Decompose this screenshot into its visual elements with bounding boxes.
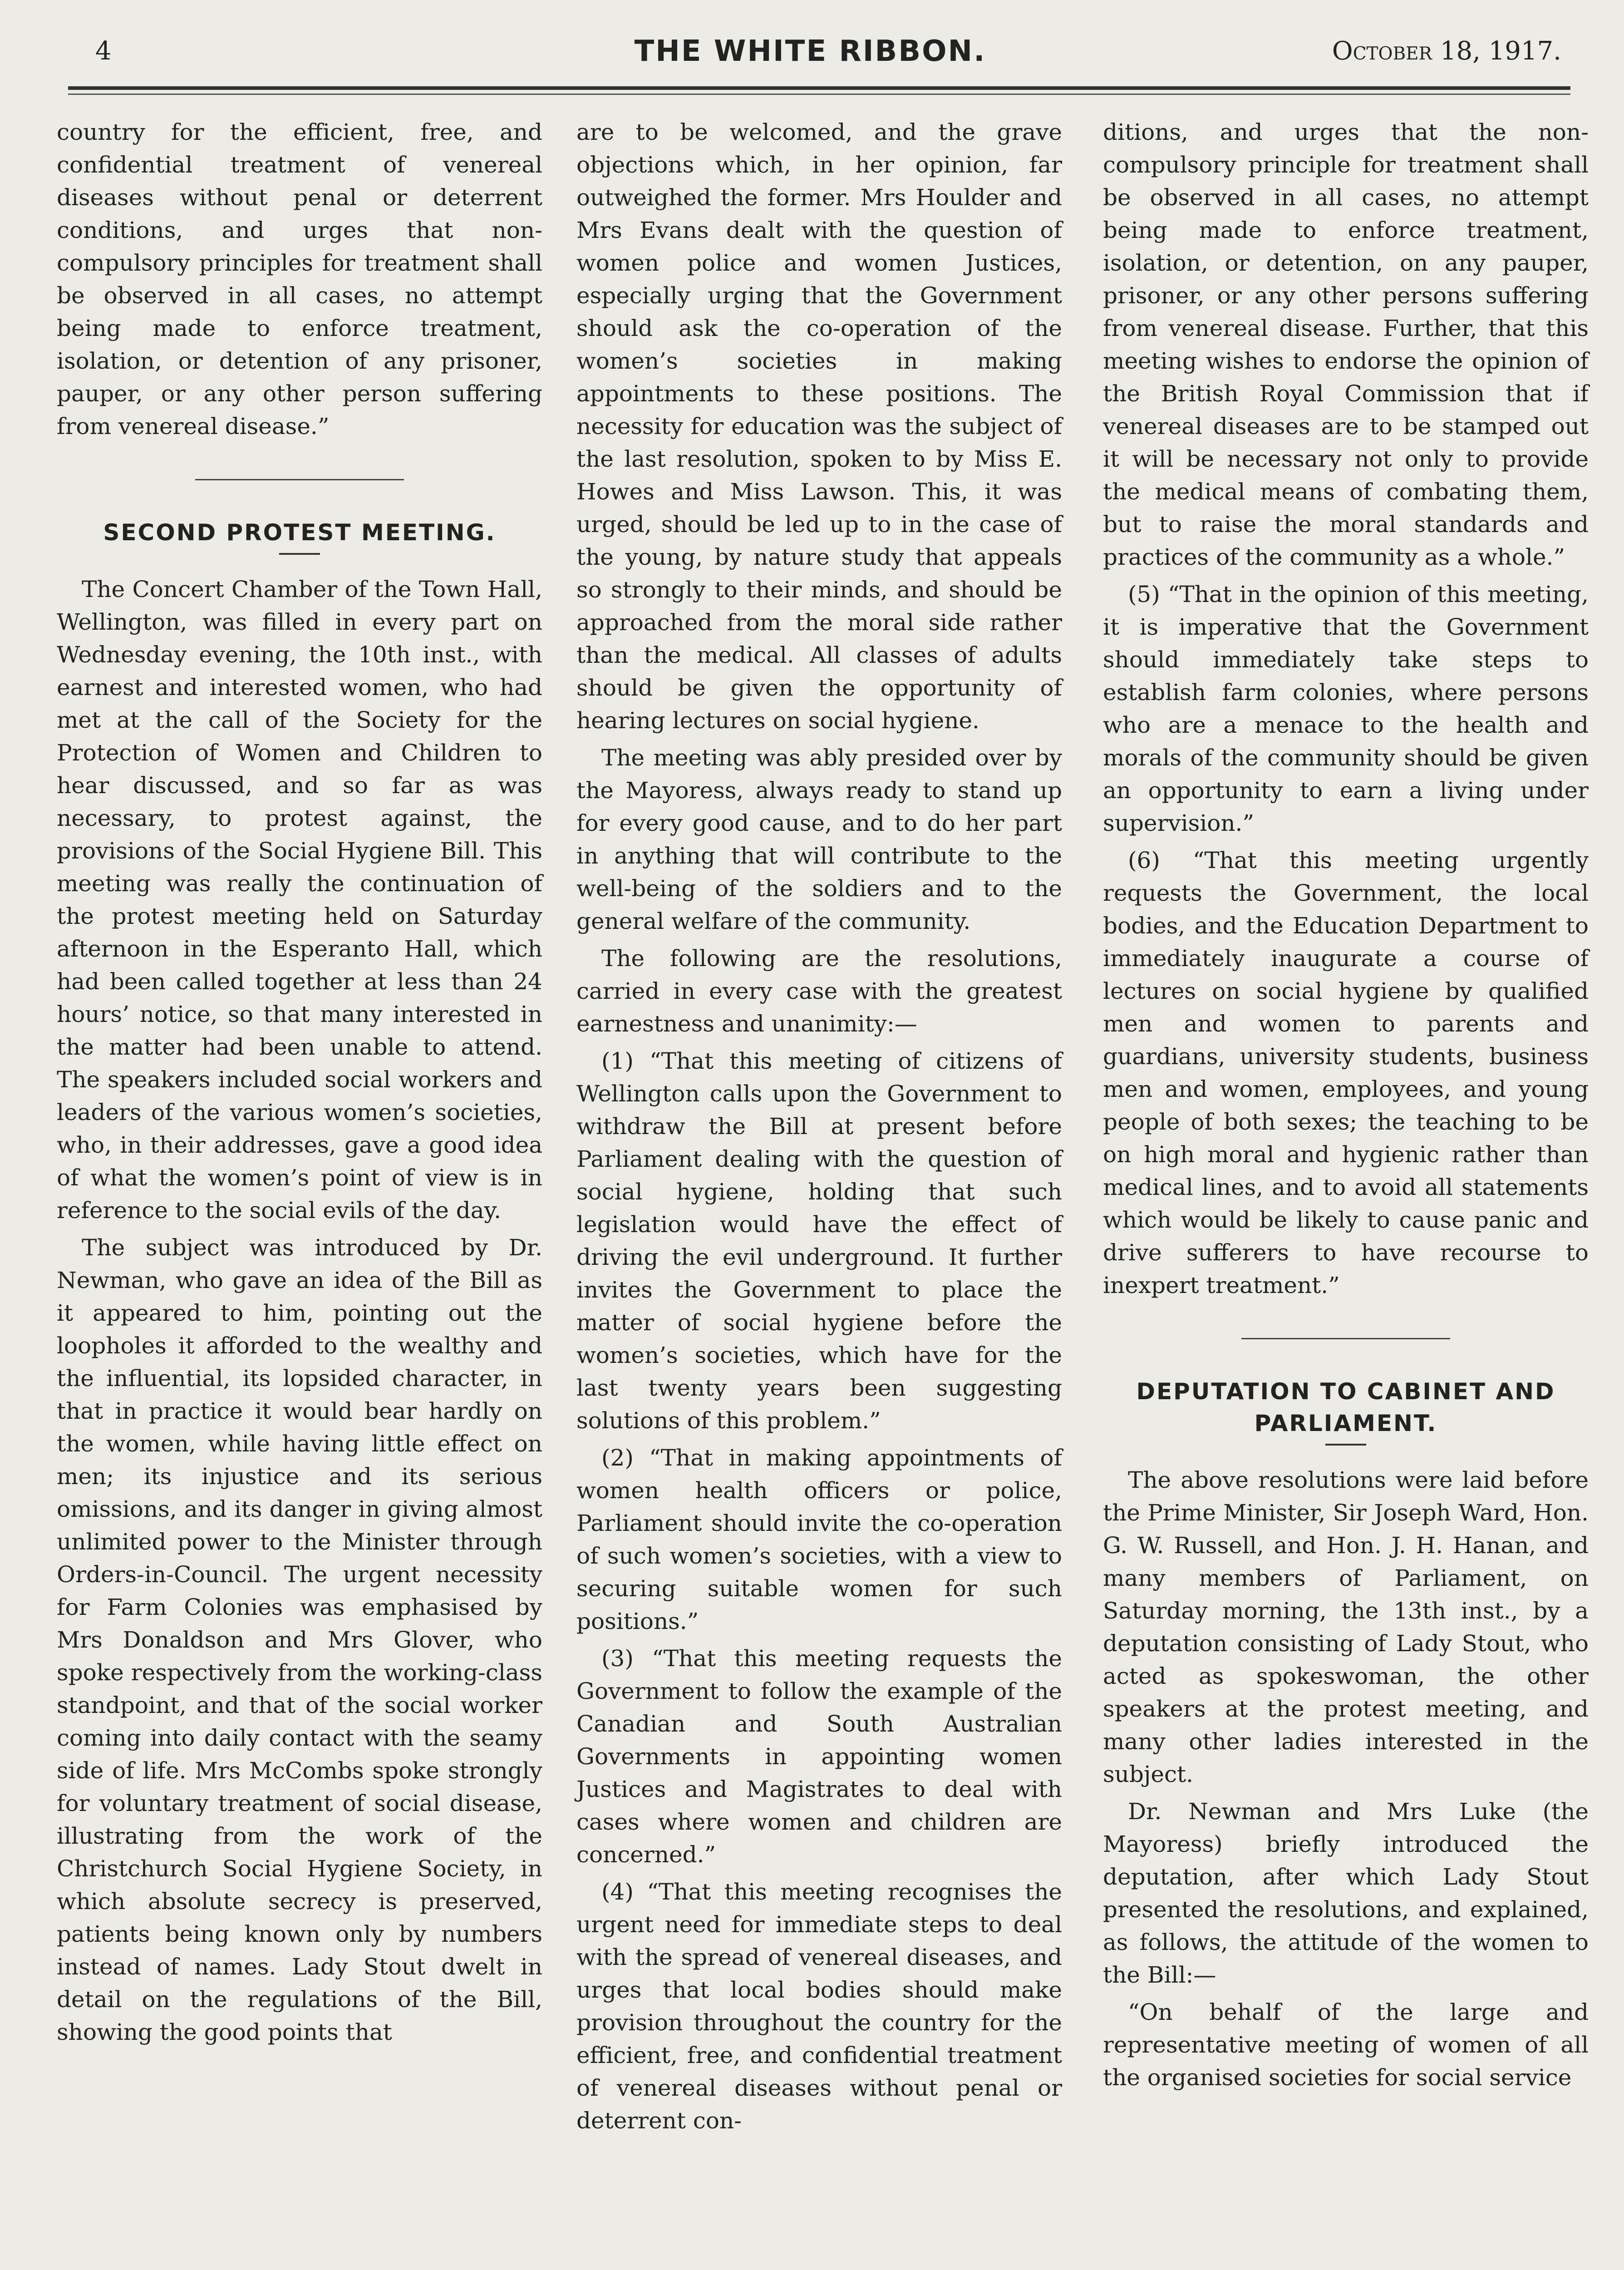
resolution: (1) “That this meeting of citizens of Wellington calls upon the Government to withdraw the Bill at present before Parliament dealing with the question of social hygiene, holding that such legislation would have the effect of driving the evil underground. It further invites the Government to place the matter of social hygiene before the women’s societies, which have for the last twenty years been suggesting solutions of this problem.” [576,1048,1062,1434]
section-divider [1241,1338,1450,1339]
heading-underline [279,553,320,555]
paragraph: The subject was introduced by Dr. Newman, who gave an idea of the Bill as it appeared to him, pointing out the loopholes it afforded to the wealthy and the influential, its lopsided character, in that in practice it would bear hardly on the women, while having little effect on men; its injustice and its serious omissions, and its danger in giving almost unlimited power to the Minister through Orders-in-Council. The urgent necessity for Farm Colonies was emphasised by Mrs Donaldson and Mrs Glover, who spoke respectively from the working-class standpoint, and that of the social worker coming into daily contact with the seamy side of life. Mrs McCombs spoke strongly for voluntary treatment of social disease, illustrating from the work of the Christchurch Social Hygiene Society, in which absolute secrecy is preserved, patients being known only by numbers instead of names. Lady Stout dwelt in detail on the regulations of the Bill, showing the good points that [57,1234,542,2045]
column-2 [576,116,1062,2142]
paragraph: The meeting was ably presided over by the Mayoress, always ready to stand up for every good cause, and to do her part in anything that will contribute to the well-being of the soldiers and to the general welfare of the community. [576,745,1062,934]
resolution: (6) “That this meeting urgently requests the Government, the local bodies, and the Education Department to immediately inaugurate a course of lectures on social hygiene by qualified men and women to parents and guardians, university students, business men and women, employees, and young people of both sexes; the teaching to be on high moral and hygienic rather than medical lines, and to avoid all statements which would be likely to cause panic and drive sufferers to have recourse to inexpert treatment.” [1103,847,1589,1298]
newspaper-title: THE WHITE RIBBON. [634,35,986,68]
section-heading: DEPUTATION TO CABINET AND PARLIAMENT. [1136,1378,1555,1436]
paragraph: country for the efficient, free, and confidential treatment of venereal diseases without penal or deterrent conditions, and urges that non-compulsory principles for treatment shall be observed in all cases, no attempt being made to enforce treatment, isolation, or detention of any prisoner, pauper, or any other person suffering from venereal disease.” [57,119,542,439]
header-rule [68,86,1570,90]
paragraph: are to be welcomed, and the grave objections which, in her opinion, far outweighed the former. Mrs Houlder and Mrs Evans dealt with the question of women police and women Justices, especially urging that the Government should ask the co-operation of the women’s societies in making appointments to these positions. The necessity for education was the subject of the last resolution, spoken to by Miss E. Howes and Miss Lawson. This, it was urged, should be led up to in the case of the young, by nature study that appeals so strongly to their minds, and should be approached from the moral side rather than the medical. All classes of adults should be given the opportunity of hearing lectures on social hygiene. [576,119,1062,734]
resolution: (4) “That this meeting recognises the urgent need for immediate steps to deal with the spread of venereal diseases, and urges that local bodies should make provision throughout the country for the efficient, free, and confidential treatment of venereal diseases without penal or deterrent con- [576,1879,1062,2134]
issue-date: October 18, 1917. [1332,36,1561,66]
paragraph: “On behalf of the large and representative meeting of women of all the organised societies for social service [1103,1999,1589,2091]
heading-underline [1325,1444,1366,1446]
resolution: (3) “That this meeting requests the Government to follow the example of the Canadian and South Australian Governments in appointing women Justices and Magistrates to deal with cases where women and children are concerned.” [576,1645,1062,1868]
resolution: (5) “That in the opinion of this meeting, it is imperative that the Government should immediately take steps to establish farm colonies, where persons who are a menace to the health and morals of the community should be given an opportunity to earn a living under supervision.” [1103,581,1589,836]
paragraph: Dr. Newman and Mrs Luke (the Mayoress) briefly introduced the deputation, after which Lady Stout presented the resolutions, and explained, as follows, the attitude of the women to the Bill:— [1103,1798,1589,1988]
section-divider [195,479,404,480]
section-heading: SECOND PROTEST MEETING. [103,519,496,546]
column-3 [1103,116,1589,2098]
paragraph: ditions, and urges that the non-compulsory principle for treatment shall be observed in all cases, no attempt being made to enforce treatment, isolation, or detention, on any pauper, prisoner, or any other persons suffering from venereal disease. Further, that this meeting wishes to endorse the opinion of the British Royal Commission that if venereal diseases are to be stamped out it will be necessary not only to provide the medical means of combating them, but to raise the moral standards and practices of the community as a whole.” [1103,119,1589,570]
page-number: 4 [95,36,112,66]
paragraph: The Concert Chamber of the Town Hall, Wellington, was filled in every part on Wednesday evening, the 10th inst., with earnest and interested women, who had met at the call of the Society for the Protection of Women and Children to hear discussed, and so far as was necessary, to protest against, the provisions of the Social Hygiene Bill. This meeting was really the continuation of the protest meeting held on Saturday afternoon in the Esperanto Hall, which had been called together at less than 24 hours’ notice, so that many interested in the matter had been unable to attend. The speakers included social workers and leaders of the various women’s societies, who, in their addresses, gave a good idea of what the women’s point of view is in reference to the social evils of the day. [57,576,542,1224]
column-1 [57,116,542,2053]
resolution: (2) “That in making appointments of women health officers or police, Parliament should invite the co-operation of such women’s societies, with a view to securing suitable women for such positions.” [576,1445,1062,1634]
paragraph: The above resolutions were laid before the Prime Minister, Sir Joseph Ward, Hon. G. W. Russell, and Hon. J. H. Hanan, and many members of Parliament, on Saturday morning, the 13th inst., by a deputation consisting of Lady Stout, who acted as spokeswoman, the other speakers at the protest meeting, and many other ladies interested in the subject. [1103,1467,1589,1787]
page-header [54,32,1566,82]
header-rule-thin [68,94,1570,95]
paragraph: The following are the resolutions, carried in every case with the greatest earnestness and unanimity:— [576,945,1062,1037]
